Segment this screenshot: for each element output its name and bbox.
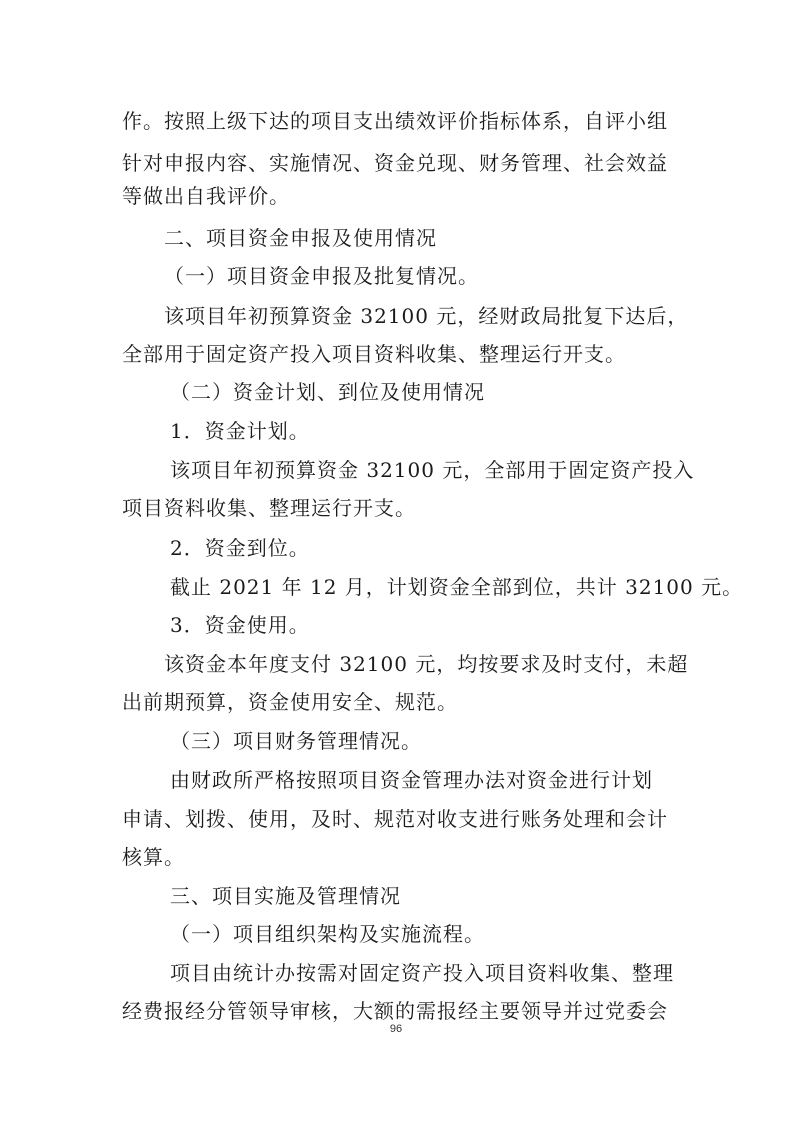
body-text-line: 该项目年初预算资金 32100 元，全部用于固定资产投入: [170, 458, 695, 482]
subsection-heading: （二）资金计划、到位及使用情况: [170, 380, 485, 404]
body-text-line: 项目资料收集、整理运行开支。: [122, 496, 416, 520]
list-item-heading: 2．资金到位。: [170, 536, 310, 560]
body-text-line: 核算。: [122, 845, 185, 869]
body-text-line: 针对申报内容、实施情况、资金兑现、财务管理、社会效益: [122, 151, 668, 175]
body-text-line: 由财政所严格按照项目资金管理办法对资金进行计划: [170, 768, 653, 792]
body-text-line: 该项目年初预算资金 32100 元，经财政局批复下达后，: [164, 304, 689, 328]
body-text-line: 全部用于固定资产投入项目资料收集、整理运行开支。: [122, 342, 626, 366]
subsection-heading: （一）项目资金申报及批复情况。: [164, 264, 479, 288]
body-text-line: 作。按照上级下达的项目支出绩效评价指标体系，自评小组: [122, 109, 668, 133]
body-text-line: 经费报经分管领导审核，大额的需报经主要领导并过党委会: [122, 999, 668, 1023]
list-item-heading: 3．资金使用。: [170, 613, 310, 637]
body-text-line: 项目由统计办按需对固定资产投入项目资料收集、整理: [170, 961, 674, 985]
body-text-line: 出前期预算，资金使用安全、规范。: [122, 690, 458, 714]
body-text-line: 申请、划拨、使用，及时、规范对收支进行账务处理和会计: [122, 807, 668, 831]
page-number: 96: [389, 1023, 403, 1035]
list-item-heading: 1．资金计划。: [170, 419, 310, 443]
body-text-line: 该资金本年度支付 32100 元，均按要求及时支付，未超: [164, 652, 689, 676]
section-heading: 二、项目资金申报及使用情况: [164, 226, 437, 250]
subsection-heading: （三）项目财务管理情况。: [170, 729, 422, 753]
body-text-line: 截止 2021 年 12 月，计划资金全部到位，共计 32100 元。: [170, 575, 744, 599]
body-text-line: 等做出自我评价。: [122, 184, 290, 208]
section-heading: 三、项目实施及管理情况: [170, 884, 401, 908]
subsection-heading: （一）项目组织架构及实施流程。: [170, 922, 485, 946]
